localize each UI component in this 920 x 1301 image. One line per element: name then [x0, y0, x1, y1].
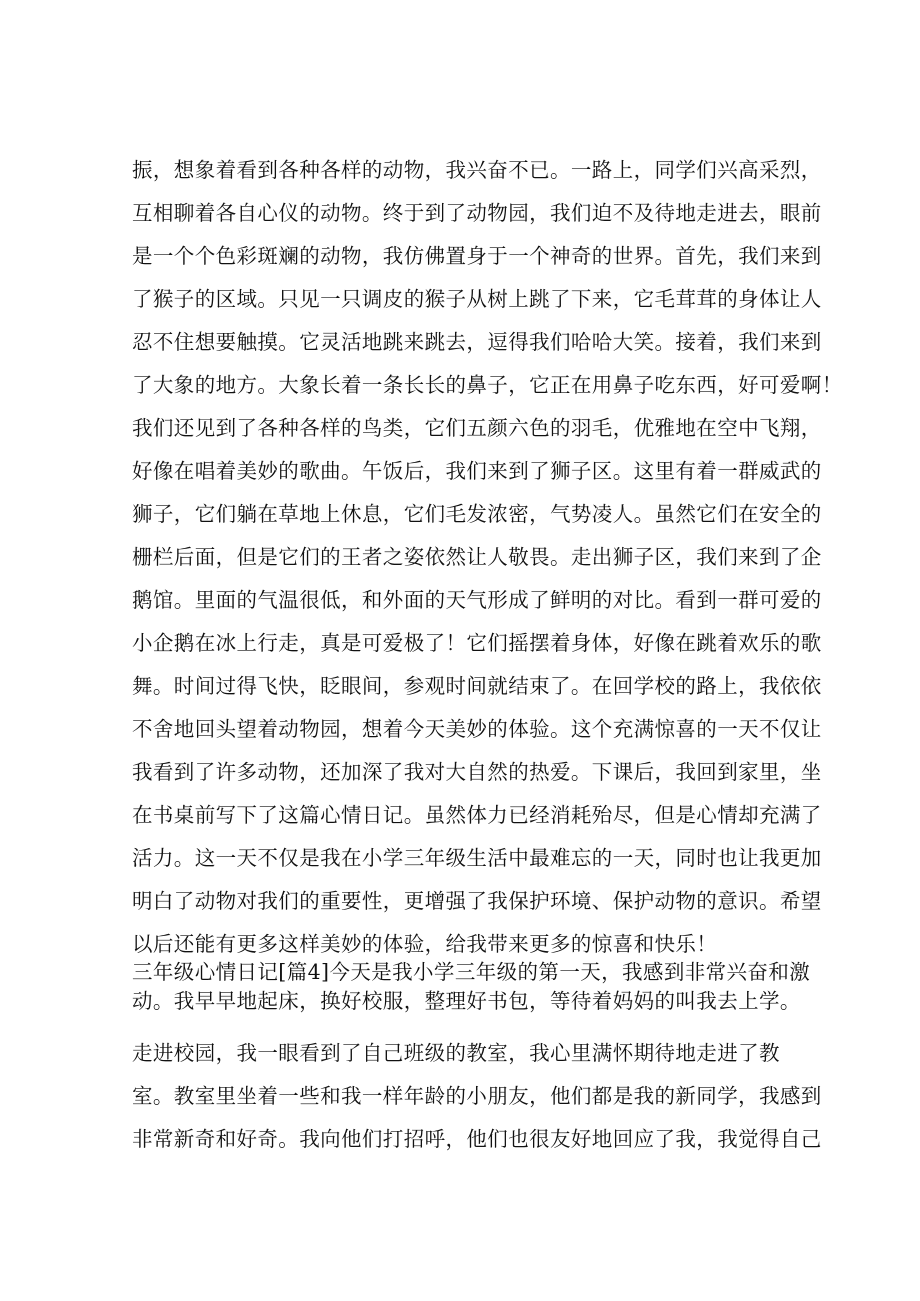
text-line: 好像在唱着美妙的歌曲。午饭后，我们来到了狮子区。这里有着一群威武的 — [132, 459, 822, 483]
text-line: 非常新奇和好奇。我向他们打招呼，他们也很友好地回应了我，我觉得自己 — [132, 1127, 822, 1151]
text-line: 是一个个色彩斑斓的动物，我仿佛置身于一个神奇的世界。首先，我们来到 — [132, 244, 822, 268]
text-line: 舞。时间过得飞快，眨眼间，参观时间就结束了。在回学校的路上，我依依 — [132, 674, 822, 698]
text-line: 鹅馆。里面的气温很低，和外面的天气形成了鲜明的对比。看到一群可爱的 — [132, 588, 822, 612]
text-line: 动。我早早地起床，换好校服，整理好书包，等待着妈妈的叫我去上学。 — [132, 989, 801, 1013]
text-line: 小企鹅在冰上行走，真是可爱极了！它们摇摆着身体，好像在跳着欢乐的歌 — [132, 631, 822, 655]
text-line: 栅栏后面，但是它们的王者之姿依然让人敬畏。走出狮子区，我们来到了企 — [132, 545, 822, 569]
text-line: 室。教室里坐着一些和我一样年龄的小朋友，他们都是我的新同学，我感到 — [132, 1084, 822, 1108]
text-line: 互相聊着各自心仪的动物。终于到了动物园，我们迫不及待地走进去，眼前 — [132, 201, 822, 225]
text-line: 不舍地回头望着动物园，想着今天美妙的体验。这个充满惊喜的一天不仅让 — [132, 717, 822, 741]
text-line: 振，想象着看到各种各样的动物，我兴奋不已。一路上，同学们兴高采烈， — [132, 158, 822, 182]
text-line: 走进校园，我一眼看到了自己班级的教室，我心里满怀期待地走进了教 — [132, 1041, 780, 1065]
text-line: 了猴子的区域。只见一只调皮的猴子从树上跳了下来，它毛茸茸的身体让人 — [132, 287, 822, 311]
text-line: 我们还见到了各种各样的鸟类，它们五颜六色的羽毛，优雅地在空中飞翔， — [132, 416, 822, 440]
text-line: 以后还能有更多这样美妙的体验，给我带来更多的惊喜和快乐！ — [132, 932, 718, 956]
text-line: 忍不住想要触摸。它灵活地跳来跳去，逗得我们哈哈大笑。接着，我们来到 — [132, 330, 822, 354]
text-line: 了大象的地方。大象长着一条长长的鼻子，它正在用鼻子吃东西，好可爱啊！ — [132, 373, 843, 397]
text-line: 在书桌前写下了这篇心情日记。虽然体力已经消耗殆尽，但是心情却充满了 — [132, 803, 822, 827]
section-heading-line: 三年级心情日记[篇4]今天是我小学三年级的第一天，我感到非常兴奋和激 — [132, 960, 811, 984]
text-line: 活力。这一天不仅是我在小学三年级生活中最难忘的一天，同时也让我更加 — [132, 846, 822, 870]
text-line: 狮子，它们躺在草地上休息，它们毛发浓密，气势凌人。虽然它们在安全的 — [132, 502, 822, 526]
text-line: 明白了动物对我们的重要性，更增强了我保护环境、保护动物的意识。希望 — [132, 889, 822, 913]
text-line: 我看到了许多动物，还加深了我对大自然的热爱。下课后，我回到家里，坐 — [132, 760, 822, 784]
